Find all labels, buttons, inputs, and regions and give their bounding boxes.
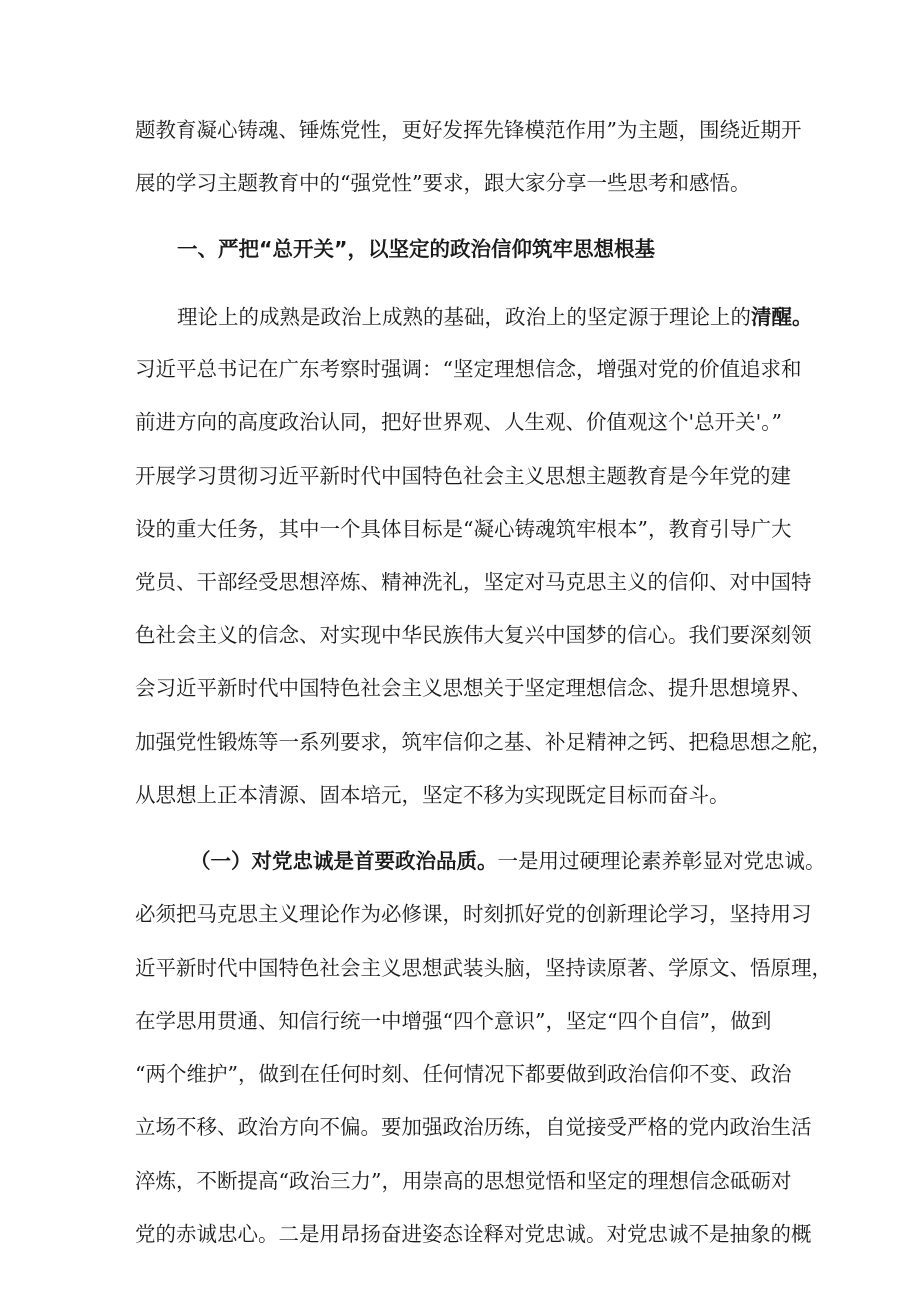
para2-line-2: 必须把马克思主义理论作为必修课，时刻抓好党的创新理论学习，坚持用习 [135, 902, 812, 926]
para2-line-8: 党的赤诚忠心。二是用昂扬奋进姿态诠释对党忠诚。对党忠诚不是抽象的概 [135, 1222, 812, 1246]
para1-line-9: 加强党性锻炼等一系列要求，筑牢信仰之基、补足精神之钙、把稳思想之舵， [135, 730, 832, 754]
para1-line-7: 色社会主义的信念、对实现中华民族伟大复兴中国梦的信心。我们要深刻领 [135, 623, 812, 647]
para1-line-1 [177, 302, 813, 332]
para2-line-5: “两个维护”，做到在任何时刻、任何情况下都要做到政治信仰不变、政治 [135, 1062, 792, 1086]
para1-line-5: 设的重大任务，其中一个具体目标是“凝心铸魂筑牢根本”，教育引导广大 [135, 517, 792, 541]
para1-line-3: 前进方向的高度政治认同，把好世界观、人生观、价值观这个'总开关'。” [135, 410, 782, 434]
section-heading: 一、严把“总开关”，以坚定的政治信仰筑牢思想根基 [177, 237, 655, 261]
para2-line-1-bold: （一）对党忠诚是首要政治品质。 [190, 849, 498, 873]
para2-line-7: 淬炼，不断提高“政治三力”，用崇高的思想觉悟和坚定的理想信念砥砺对 [135, 1169, 792, 1193]
para2-line-6: 立场不移、政治方向不偏。要加强政治历练，自觉接受严格的党内政治生活 [135, 1115, 812, 1139]
para2-line-1 [190, 846, 826, 876]
para1-line-4: 开展学习贯彻习近平新时代中国特色社会主义思想主题教育是今年党的建 [135, 464, 791, 488]
para2-line-1-text: 一是用过硬理论素养彰显对党忠诚。 [497, 849, 826, 873]
para1-line-6: 党员、干部经受思想淬炼、精神洗礼，坚定对马克思主义的信仰、对中国特 [135, 570, 812, 594]
para1-line-10: 从思想上正本清源、固本培元，坚定不移为实现既定目标而奋斗。 [135, 783, 730, 807]
para1-line-2: 习近平总书记在广东考察时强调：“坚定理想信念，增强对党的价值追求和 [135, 357, 802, 381]
intro-line-1: 题教育凝心铸魂、锤炼党性，更好发挥先锋模范作用”为主题，围绕近期开 [135, 118, 802, 142]
para1-line-1-text: 理论上的成熟是政治上成熟的基础，政治上的坚定源于理论上的 [177, 305, 751, 329]
para1-line-1-bold: 清醒。 [751, 305, 813, 329]
para2-line-3: 近平新时代中国特色社会主义思想武装头脑，坚持读原著、学原文、悟原理， [135, 956, 832, 980]
intro-line-2: 展的学习主题教育中的“强党性”要求，跟大家分享一些思考和感悟。 [135, 171, 751, 195]
para1-line-8: 会习近平新时代中国特色社会主义思想关于坚定理想信念、提升思想境界、 [135, 676, 812, 700]
para2-line-4: 在学思用贯通、知信行统一中增强“四个意识”，坚定“四个自信”，做到 [135, 1009, 772, 1033]
